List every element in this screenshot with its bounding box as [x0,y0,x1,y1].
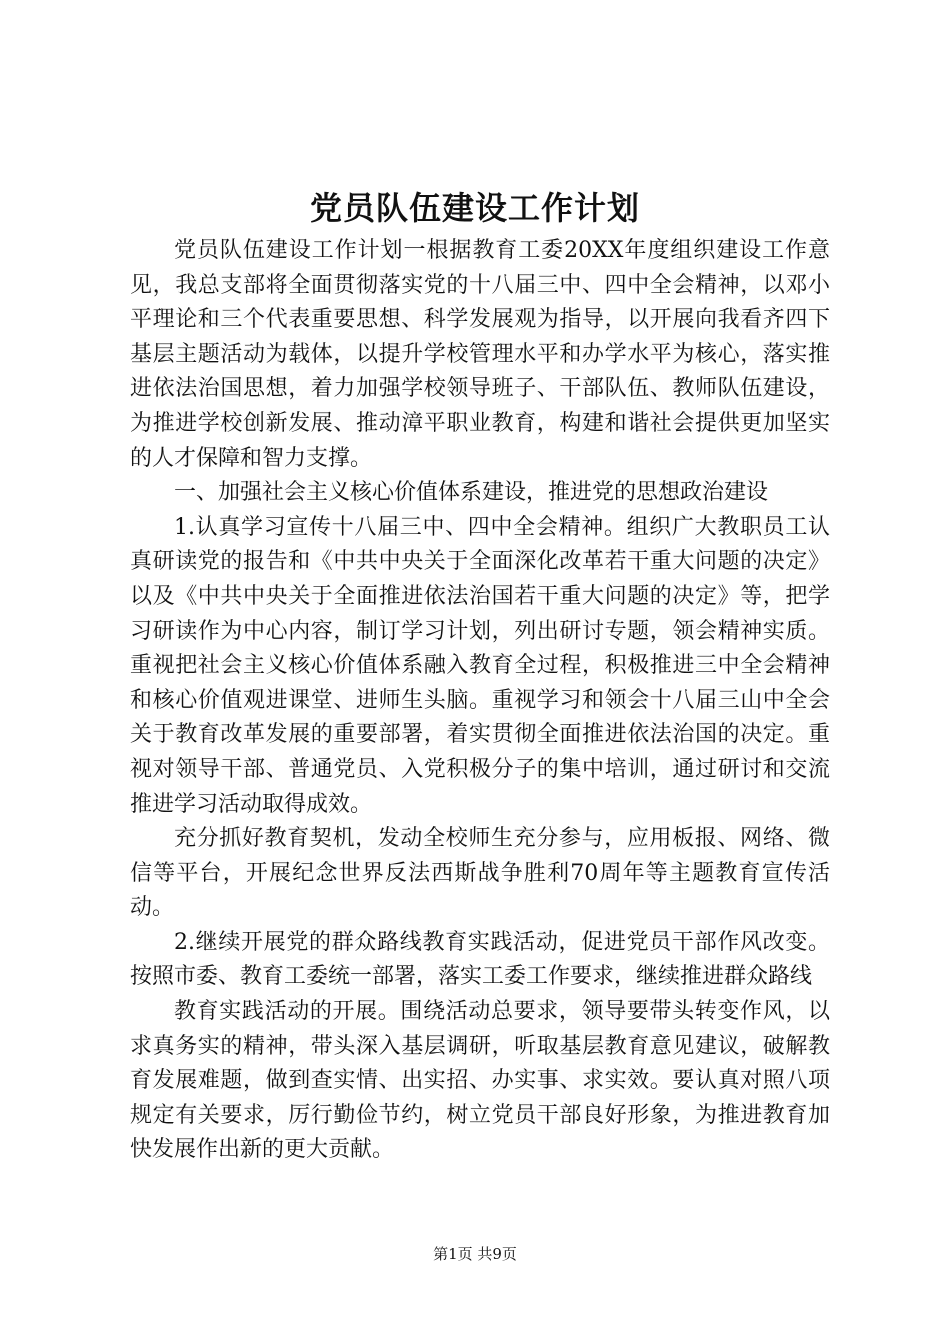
paragraph-item-2: 2.继续开展党的群众路线教育实践活动，促进党员干部作风改变。按照市委、教育工委统一部署，落实工委工作要求，继续推进群众路线 [130,929,830,990]
paragraph-practice-activity: 教育实践活动的开展。围绕活动总要求，领导要带头转变作风，以求真务实的精神，带头深入基层调研，听取基层教育意见建议，破解教育发展难题，做到查实情、出实招、办实事、求实效。要认真对照八项规定有关要求，厉行勤俭节约，树立党员干部良好形象，为推进教育加快发展作出新的更大贡献。 [130,999,830,1163]
document-title: 党员队伍建设工作计划 [309,189,640,227]
paragraph-education-campaign: 充分抓好教育契机，发动全校师生充分参与，应用板报、网络、微信等平台，开展纪念世界反法西斯战争胜利70周年等主题教育宣传活动。 [130,826,830,921]
section-heading-1: 一、加强社会主义核心价值体系建设，推进党的思想政治建设 [174,480,769,506]
paragraph-item-1: 1.认真学习宣传十八届三中、四中全会精神。组织广大教职员工认真研读党的报告和《中共中央关于全面深化改革若干重大问题的决定》以及《中共中央关于全面推进依法治国若干重大问题的决定》等，把学习研读作为中心内容，制订学习计划，列出研讨专题，领会精神实质。重视把社会主义核心价值体系融入教育全过程，积极推进三中全会精神和核心价值观进课堂、进师生头脑。重视学习和领会十八届三山中全会关于教育改革发展的重要部署，着实贯彻全面推进依法治国的决定。重视对领导干部、普通党员、入党积极分子的集中培训，通过研讨和交流推进学习活动取得成效。 [130,514,830,817]
document-body [130,234,830,1168]
page-footer: 第1页 共9页 [433,1245,517,1263]
paragraph-intro: 党员队伍建设工作计划一根据教育工委20XX年度组织建设工作意见，我总支部将全面贯彻落实党的十八届三中、四中全会精神，以邓小平理论和三个代表重要思想、科学发展观为指导，以开展向我看齐四下基层主题活动为载体，以提升学校管理水平和办学水平为核心，落实推进依法治国思想，着力加强学校领导班子、干部队伍、教师队伍建设，为推进学校创新发展、推动漳平职业教育，构建和谐社会提供更加坚实的人才保障和智力支撑。 [130,238,830,471]
